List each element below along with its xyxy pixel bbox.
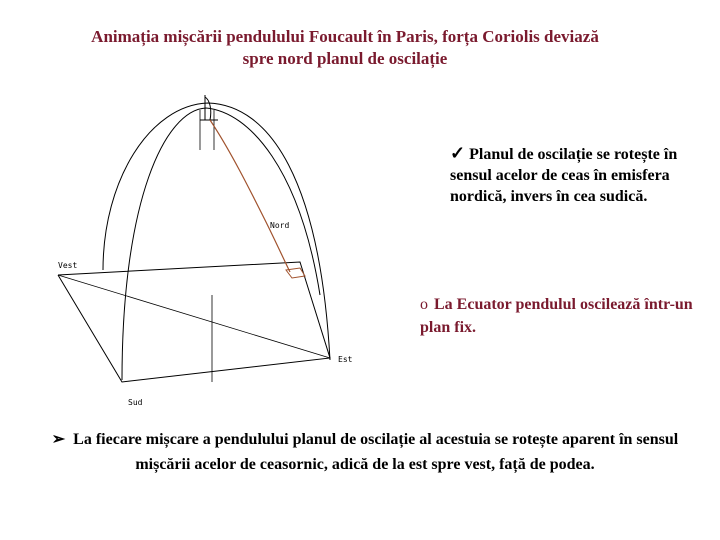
bottom-statement: [30, 427, 700, 477]
arrow-bullet-icon: ➢: [51, 431, 66, 448]
floor-line-vest-est: [58, 275, 330, 358]
label-nord: Nord: [270, 221, 290, 230]
note-ecuator-text: La Ecuator pendulul oscilează într-un plan fix.: [420, 296, 693, 336]
circle-bullet-icon: o: [420, 296, 428, 313]
title-line-2: spre nord planul de oscilație: [242, 49, 448, 68]
dome-arc-inner: [122, 108, 320, 380]
bottom-statement-text: La fiecare mișcare a pendulului planul de oscilație al acestuia se rotește aparent în sensul mișcării acelor de ceasornic, adică de la est spre vest, față de podea.: [73, 431, 679, 473]
note-planul: [450, 143, 700, 207]
note-ecuator: [420, 293, 700, 339]
floor-outline: [58, 262, 330, 382]
check-icon: ✓: [450, 143, 466, 163]
label-est: Est: [338, 355, 353, 364]
label-sud: Sud: [128, 398, 143, 407]
label-vest: Vest: [58, 261, 78, 270]
dome-arc-outer: [103, 103, 330, 360]
title-line-1: Animația mișcării pendulului Foucault în Paris, forța Coriolis deviază: [91, 27, 599, 46]
note-planul-text: Planul de oscilație se rotește în sensul acelor de ceas în emisfera nordică, invers în cea sudică.: [450, 146, 678, 205]
pendulum-path: [210, 120, 290, 272]
